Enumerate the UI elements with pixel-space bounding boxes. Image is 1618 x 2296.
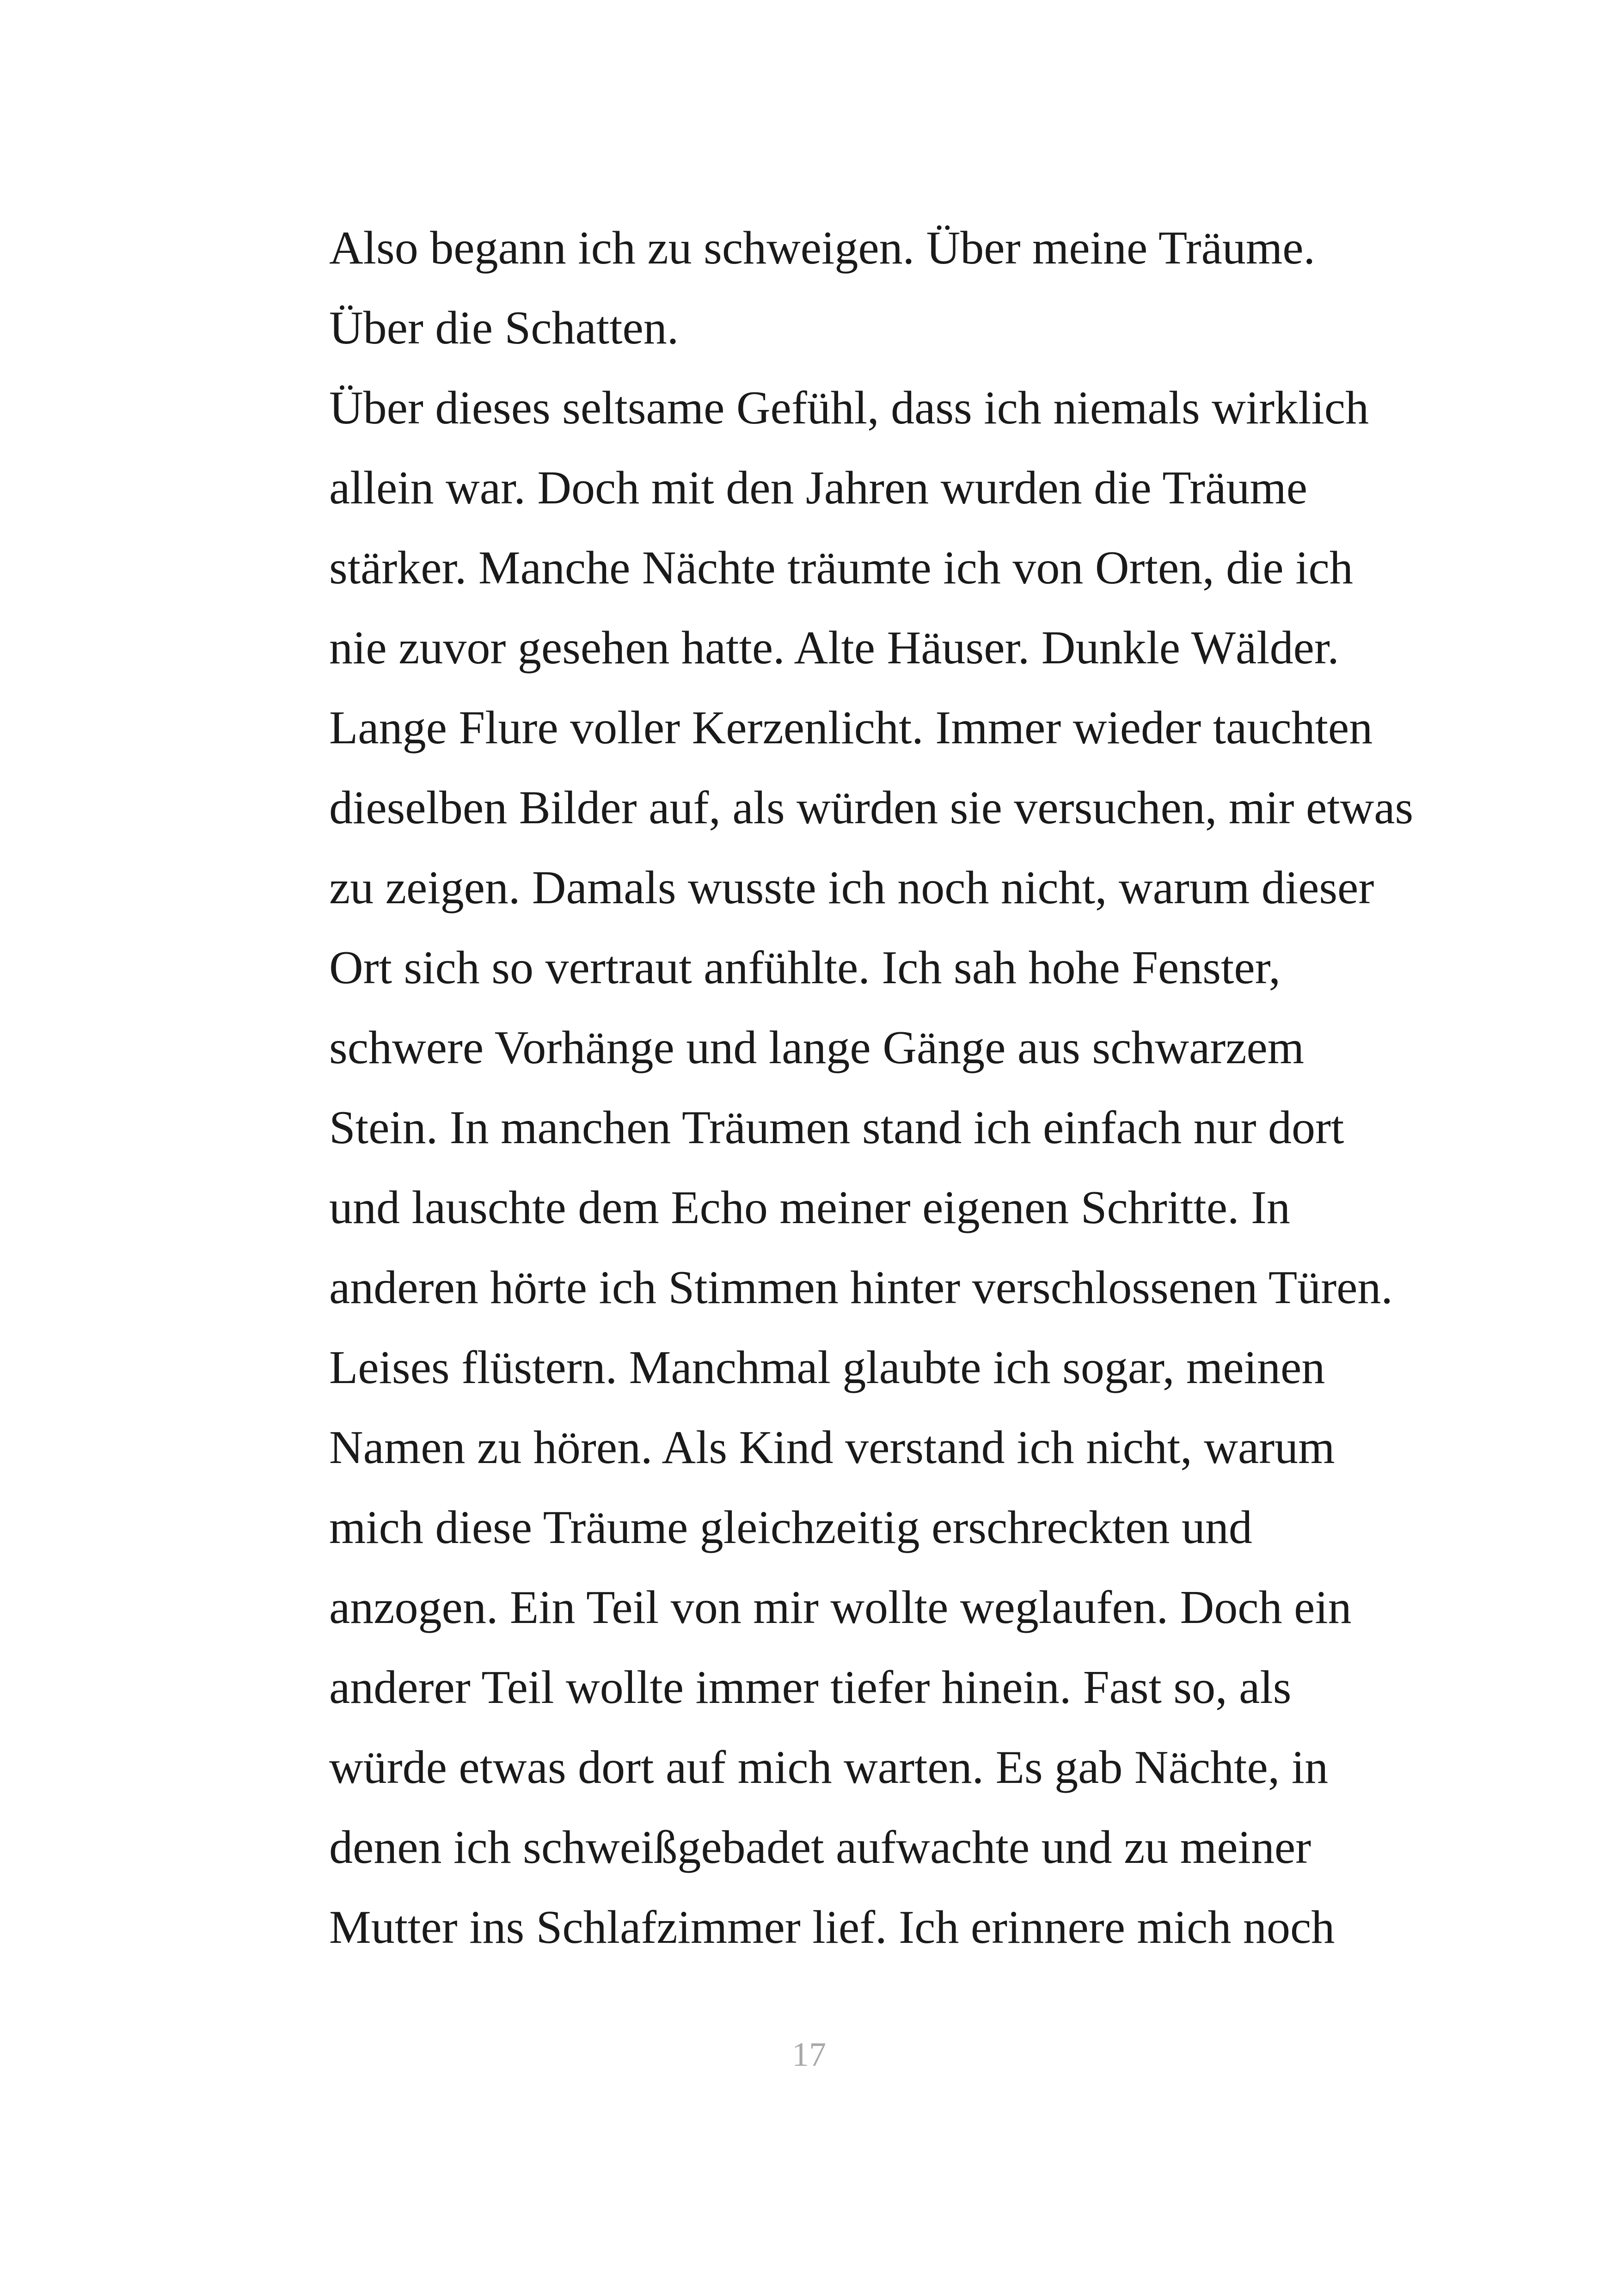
text-line: Also begann ich zu schweigen. Über meine Träume.: [329, 222, 1315, 274]
text-line: nie zuvor gesehen hatte. Alte Häuser. Dunkle Wälder.: [329, 622, 1339, 674]
text-line: schwere Vorhänge und lange Gänge aus schwarzem: [329, 1022, 1305, 1074]
body-text: [329, 208, 1439, 1967]
text-line: mich diese Träume gleichzeitig erschreckten und: [329, 1501, 1252, 1554]
text-line: denen ich schweißgebadet aufwachte und zu meiner: [329, 1821, 1312, 1874]
text-line: Lange Flure voller Kerzenlicht. Immer wieder tauchten: [329, 702, 1373, 754]
text-line: anderen hörte ich Stimmen hinter verschlossenen Türen.: [329, 1261, 1393, 1314]
text-line: und lauschte dem Echo meiner eigenen Schritte. In: [329, 1182, 1290, 1234]
text-line: Mutter ins Schlafzimmer lief. Ich erinnere mich noch: [329, 1901, 1335, 1953]
text-line: Namen zu hören. Als Kind verstand ich nicht, warum: [329, 1421, 1335, 1474]
page-number: 17: [792, 2036, 826, 2074]
text-line: Über dieses seltsame Gefühl, dass ich niemals wirklich: [329, 382, 1369, 434]
text-line: stärker. Manche Nächte träumte ich von Orten, die ich: [329, 542, 1353, 594]
text-line: Stein. In manchen Träumen stand ich einfach nur dort: [329, 1102, 1344, 1154]
text-line: dieselben Bilder auf, als würden sie versuchen, mir etwas: [329, 782, 1414, 834]
text-line: anderer Teil wollte immer tiefer hinein. Fast so, als: [329, 1661, 1292, 1714]
text-line: zu zeigen. Damals wusste ich noch nicht, warum dieser: [329, 862, 1374, 914]
text-line: Leises flüstern. Manchmal glaubte ich sogar, meinen: [329, 1341, 1325, 1394]
text-line: würde etwas dort auf mich warten. Es gab Nächte, in: [329, 1741, 1329, 1794]
text-line: Ort sich so vertraut anfühlte. Ich sah hohe Fenster,: [329, 942, 1281, 994]
text-line: Über die Schatten.: [329, 302, 679, 354]
text-line: allein war. Doch mit den Jahren wurden die Träume: [329, 462, 1308, 514]
text-line: anzogen. Ein Teil von mir wollte weglaufen. Doch ein: [329, 1581, 1352, 1634]
